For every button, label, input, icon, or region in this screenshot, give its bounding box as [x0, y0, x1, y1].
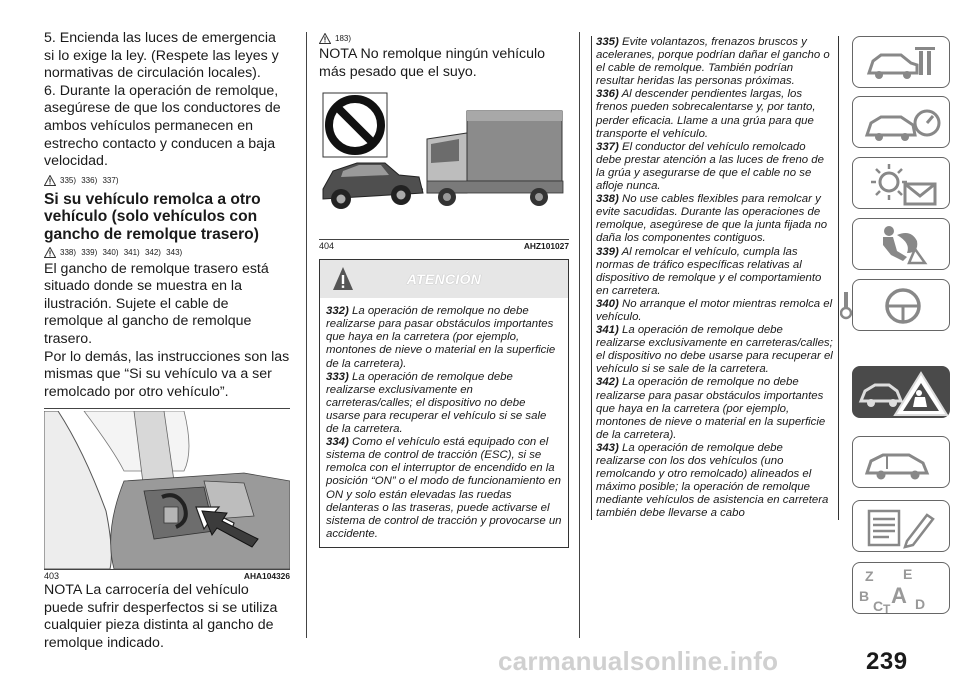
warning-item [596, 298, 834, 324]
figure-code: AHZ101027 [523, 241, 569, 252]
warning-item [596, 88, 834, 140]
chapter-tab-in-emergency[interactable] [852, 366, 950, 418]
alphabet-index-icon [853, 563, 951, 615]
page-number: 239 [866, 648, 908, 675]
airbag-safety-icon [853, 219, 951, 271]
column-2 [319, 30, 569, 548]
lights-message-icon [853, 158, 951, 210]
warning-item-text: La operación de remolque debe realizarse exclusivamente en carreteras/calles; el dispositivo no debe usarse para recuperar el vehículo si se sale de la carretera. [326, 370, 547, 436]
warning-item-number: 338) [596, 193, 619, 206]
column-3 [591, 36, 839, 520]
chapter-tab-technical-data[interactable] [852, 500, 950, 552]
svg-text:A: A [891, 583, 907, 608]
warning-item-number: 335) [596, 36, 619, 48]
steering-wheel-key-icon [853, 280, 951, 332]
warning-item-number: 342) [596, 376, 619, 389]
car-info-icon [853, 37, 951, 89]
warning-item-number: 336) [596, 88, 619, 101]
figure-caption [319, 241, 569, 251]
chapter-tab-maintenance[interactable] [852, 436, 950, 488]
warning-triangle-icon [319, 33, 331, 44]
warning-item-text: La operación de remolque no debe realizarse para pasar obstáculos importantes que haya en la carretera (por ejemplo, montones de nieve o material en la superficie de la carretera). [596, 376, 826, 441]
dashboard-car-icon [853, 97, 951, 149]
svg-text:C: C [873, 598, 884, 614]
figure-number: 404 [319, 241, 335, 252]
no-towing-heavier-vehicle-illustration [319, 89, 566, 239]
spec-list-icon [853, 501, 951, 553]
rear-tow-hook-illustration [44, 411, 290, 569]
warning-item-number: 333) [326, 370, 349, 383]
attention-header [320, 260, 568, 298]
warning-triangle-icon [44, 247, 56, 258]
warning-item-number: 334) [326, 436, 349, 449]
warning-item [596, 141, 834, 193]
figure-number: 403 [44, 571, 60, 582]
svg-text:B: B [859, 588, 870, 604]
warning-item [596, 324, 834, 376]
warning-triangle-icon [44, 175, 56, 186]
breakdown-warning-icon [853, 367, 951, 419]
figure-caption [44, 571, 290, 581]
warning-item-number: 339) [596, 245, 619, 258]
svg-text:T: T [883, 602, 891, 615]
chapter-tab-index[interactable] [852, 562, 950, 614]
chapter-tab-starting-driving[interactable] [852, 279, 950, 331]
column-divider [579, 32, 580, 638]
warning-item [596, 193, 834, 245]
warning-item-text: Evite volantazos, frenazos bruscos y aceleranes, porque podrían dañar el gancho o el cable de remolque. También podrían resultar heridas las personas próximas. [596, 36, 830, 88]
warning-item [596, 442, 834, 521]
svg-text:D: D [915, 596, 926, 612]
figure-rule [319, 239, 569, 240]
column-1 [44, 30, 290, 653]
chapter-tab-dashboard[interactable] [852, 96, 950, 148]
warning-item-text: No use cables flexibles para remolcar y evite sacudidas. Durante las operaciones de remolque, asegúrese de que la junta fijada no daña los componentes contiguos. [596, 193, 828, 245]
warning-item [326, 371, 562, 436]
figure-rule [44, 408, 290, 409]
attention-continuation-box [591, 36, 839, 520]
warning-item-text: No arranque el motor mientras remolca el vehículo. [596, 297, 833, 323]
figure-code: AHA104326 [243, 571, 290, 582]
warning-item-text: El conductor del vehículo remolcado debe prestar atención a las luces de freno de la grúa y asegurarse de que el cable no se afloje nunca. [596, 140, 824, 193]
svg-text:E: E [903, 566, 913, 582]
column-divider [306, 32, 307, 638]
attention-title: ATENCIÓN [406, 271, 482, 288]
warning-item [596, 246, 834, 298]
note-text: NOTA La carrocería del vehículo puede sufrir desperfectos si se utiliza cualquier pieza distinta al gancho de remolque indicado. [44, 582, 278, 652]
body-paragraph: Por lo demás, las instrucciones son las mismas que “Si su vehículo va a ser remolcado por otro vehículo”. [44, 348, 290, 400]
warning-item [326, 305, 562, 370]
watermark-text: carmanualsonline.info [498, 646, 779, 676]
attention-box [319, 259, 569, 548]
warning-item-number: 340) [596, 297, 619, 310]
body-paragraph: El gancho de remolque trasero está situado donde se muestra en la ilustración. Sujete el cable de remolque al gancho de remolque trasero. [44, 260, 269, 347]
warning-item-text: Como el vehículo está equipado con el sistema de control de tracción (ESC), si se remolca con el interruptor de encendido en la posición “ON” o el modo de funcionamiento en ON y solo están elevadas las ruedas delanteras o las traseras, puede activarse el sistema de control de tracción y provocarse un accidente. [326, 436, 562, 540]
figure-404 [319, 89, 569, 251]
warning-reference [319, 30, 569, 46]
warning-reference-numbers: 183) [335, 33, 352, 43]
warning-item-number: 341) [596, 324, 619, 337]
warning-reference [44, 245, 290, 261]
warning-item-text: La operación de remolque no debe realizarse para pasar obstáculos importantes que haya en la carretera (por ejemplo, montones de nieve o material en la superficie de la carretera). [326, 305, 556, 370]
warning-item-text: La operación de remolque debe realizarse exclusivamente en carreteras/calles; el dispositivo no debe usarse para recuperar el vehículo si se sale de la carretera. [596, 324, 833, 376]
note-text: NOTA No remolque ningún vehículo más pesado que el suyo. [319, 46, 546, 80]
warning-item-number: 337) [596, 140, 619, 153]
warning-reference-numbers: 335) 336) 337) [60, 176, 119, 186]
section-heading: Si su vehículo remolca a otro vehículo (solo vehículos con gancho de remolque trasero) [44, 190, 261, 243]
warning-item-number: 332) [326, 305, 349, 318]
figure-403 [44, 411, 290, 581]
warning-item [596, 36, 834, 88]
warning-reference-numbers: 338) 339) 340) 341) 342) 343) [60, 248, 183, 258]
warning-item-text: La operación de remolque debe realizarse con los dos vehículos (uno remolcando y otro remolcado) alineados el máximo posible; la operación de remolque mediante vehículos de asistencia en carretera también debe llevarse a cabo [596, 441, 829, 520]
chapter-tab-vehicle-knowledge[interactable] [852, 36, 950, 88]
step-6-text: 6. Durante la operación de remolque, asegúrese de que los conductores de ambos vehículos permanecen en estrecho contacto y conducen a baja velocidad. [44, 82, 281, 170]
chapter-tab-safety[interactable] [852, 218, 950, 270]
figure-rule [44, 569, 290, 570]
warning-item [596, 376, 834, 441]
warning-reference [44, 173, 290, 189]
attention-warning-icon [332, 266, 354, 291]
key-icon [840, 290, 852, 320]
car-maintenance-icon [853, 437, 951, 489]
warning-item-number: 343) [596, 441, 619, 454]
svg-text:Z: Z [865, 568, 874, 584]
warning-item [326, 436, 562, 541]
chapter-tab-lights[interactable] [852, 157, 950, 209]
warning-item-text: Al remolcar el vehículo, cumpla las normas de tráfico específicas relativas al dispositivo de remolque y el comportamiento en carretera. [596, 245, 822, 297]
step-5-text: 5. Encienda las luces de emergencia si lo exige la ley. (Respete las leyes y normativas de circulación locales). [44, 30, 279, 82]
warning-item-text: Al descender pendientes largas, los frenos pueden sobrecalentarse y, por tanto, perder eficacia. Llame a una grúa para que transporte el vehículo. [596, 88, 816, 140]
